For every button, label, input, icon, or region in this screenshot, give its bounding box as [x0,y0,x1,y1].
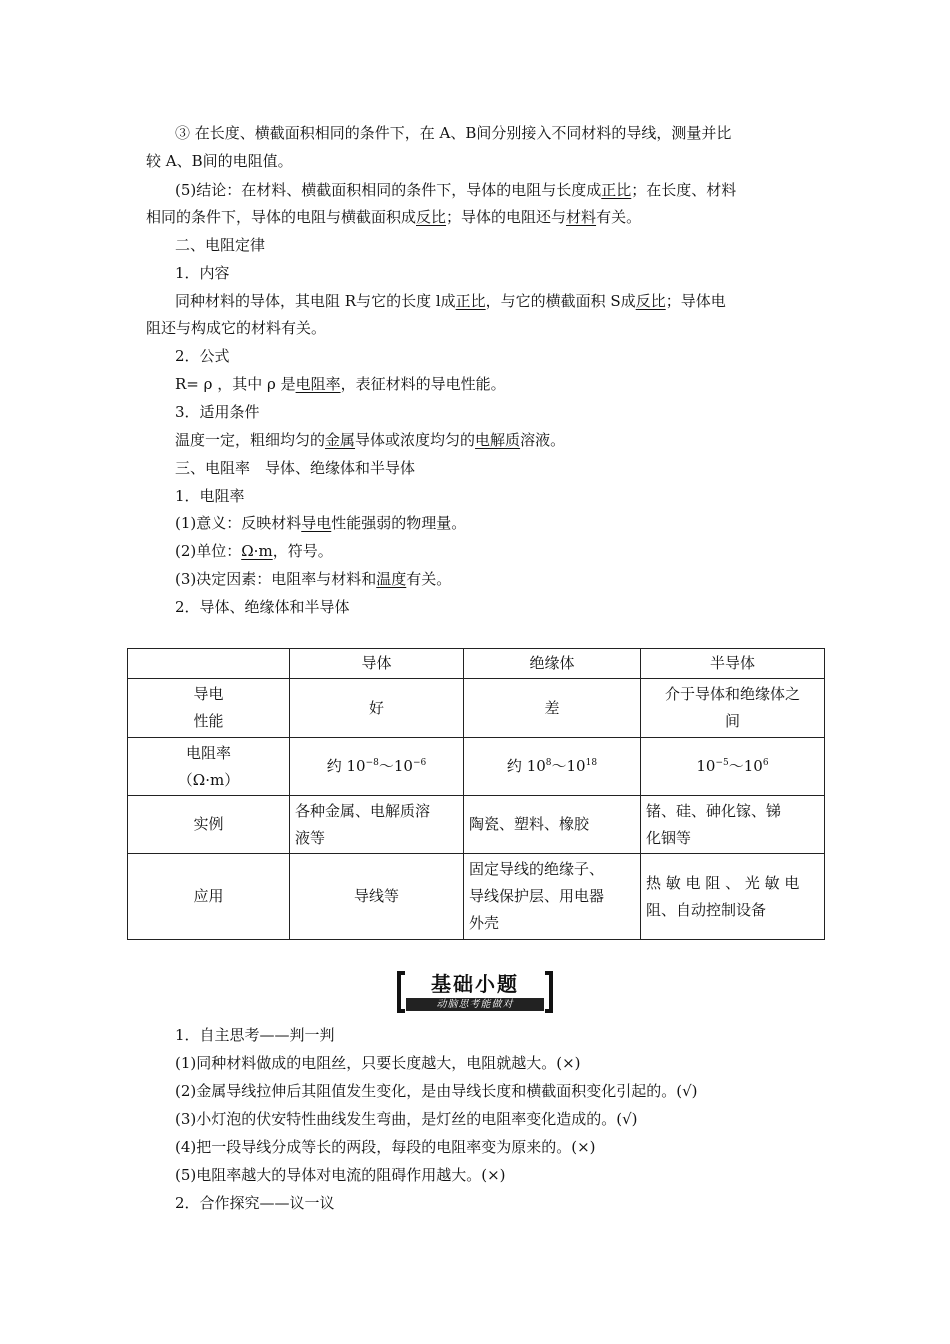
paragraph-experiment-step3-line1: ③ 在长度、横截面积相同的条件下，在 A、B间分别接入不同材料的导线，测量并比 [175,124,732,142]
text: 相同的条件下，导体的电阻与横截面积成 [146,208,417,226]
text: ，符号。 [272,542,333,560]
resistivity-factors [175,569,451,589]
row-label-line: 导电 [193,685,224,703]
subheading-content: 1．内容 [175,264,230,282]
text: (5)结论：在材料、横截面积相同的条件下，导体的电阻与长度成 [175,181,602,199]
subheading-material-types: 2．导体、绝缘体和半导体 [175,598,350,616]
underlined-answer: 金属 [325,431,356,449]
underlined-answer: 反比 [635,292,666,310]
basic-exercises-badge [397,971,553,1013]
text: ，表征材料的导电性能。 [340,375,506,393]
exponent: −8 [365,758,379,768]
cell-line: 液等 [295,828,326,847]
table-cell: 陶瓷、塑料、橡胶 [464,796,641,854]
section-heading-resistance-law: 二、电阻定律 [175,236,266,254]
text: (1)意义：反映材料 [175,514,302,532]
subheading-formula: 2．公式 [175,347,230,365]
row-label: 应用 [128,854,290,940]
underlined-answer: 电阻率 [295,375,341,393]
cell-line: 间 [724,712,740,730]
table-cell [641,679,825,738]
text: ；导体的电阻还与 [446,208,567,226]
paragraph-experiment-step3-line2: 较 A、B间的电阻值。 [146,152,293,170]
text: ；导体电 [665,292,726,310]
row-label: 实例 [128,796,290,854]
subheading-conditions: 3．适用条件 [175,403,260,421]
underlined-answer: 导电 [301,514,332,532]
text: (2)单位： [175,542,242,560]
text: R= ρ ，其中 ρ 是 [175,375,296,393]
text: 有关。 [596,208,642,226]
text: 温度一定，粗细均匀的 [175,431,326,449]
badge-title: 基础小题 [431,972,519,996]
text: 约 10 [326,757,366,775]
paragraph-conclusion-line2 [146,207,641,227]
table-row [128,796,825,854]
text: 有关。 [406,570,452,588]
table-cell [464,738,641,796]
table-row [128,679,825,738]
cell-line: 锗、硅、砷化镓、锑 [646,801,782,820]
row-label-line: （Ω·m） [177,770,240,789]
text: ；在长度、材料 [631,181,737,199]
cell-line: 固定导线的绝缘子、 [469,860,605,878]
underlined-answer: Ω·m [241,542,273,560]
table-cell [290,796,464,854]
cell-line: 导线保护层、用电器 [469,887,605,905]
table-header-row [128,649,825,679]
underlined-answer: 正比 [455,292,486,310]
text: (3)决定因素：电阻率与材料和 [175,570,377,588]
section-heading-resistivity: 三、电阻率 导体、绝缘体和半导体 [175,459,416,477]
text: ～10 [551,757,586,775]
cell-line: 外壳 [469,914,500,932]
row-label [128,679,290,738]
text: 10 [696,757,716,775]
exercise-item: (1)同种材料做成的电阻丝，只要长度越大，电阻就越大。(×) [175,1054,581,1072]
paragraph-law-line1 [175,291,726,311]
text: ～10 [728,757,763,775]
table-header-cell: 半导体 [641,649,825,679]
row-label-line: 电阻率 [185,743,231,762]
exercise-item: (3)小灯泡的伏安特性曲线发生弯曲，是灯丝的电阻率变化造成的。(√) [175,1110,638,1128]
exercise-heading-self-study: 1．自主思考——判一判 [175,1026,335,1044]
table-cell [641,796,825,854]
underlined-answer: 正比 [601,181,632,199]
table-row [128,854,825,940]
exponent: −5 [715,758,729,768]
cell-line: 热 敏 电 阻 、 光 敏 电 [646,873,800,892]
text: 溶液。 [520,431,566,449]
exercise-item: (5)电阻率越大的导体对电流的阻碍作用越大。(×) [175,1166,506,1184]
text: 导体或浓度均匀的 [355,431,476,449]
conditions-line [175,430,565,450]
text: 同种材料的导体，其电阻 R与它的长度 l成 [175,292,456,310]
cell-line: 化铟等 [646,828,692,847]
exponent: 18 [585,758,598,768]
table-cell: 导线等 [290,854,464,940]
exercise-item: (4)把一段导线分成等长的两段，每段的电阻率变为原来的。(×) [175,1138,596,1156]
underlined-answer: 电解质 [475,431,521,449]
paragraph-law-line2: 阻还与构成它的材料有关。 [146,319,327,337]
cell-line: 阻、自动控制设备 [646,900,767,919]
table-cell: 好 [290,679,464,738]
text: ～10 [378,757,413,775]
resistivity-unit [175,541,333,561]
underlined-answer: 反比 [416,208,447,226]
table-header-cell [128,649,290,679]
exercise-heading-cooperation: 2．合作探究——议一议 [175,1194,335,1212]
exponent: 6 [762,758,769,768]
materials-comparison-table [127,648,825,940]
table-cell [641,738,825,796]
resistivity-meaning [175,513,466,533]
table-row [128,738,825,796]
exponent: 8 [545,758,552,768]
table-header-cell: 导体 [290,649,464,679]
underlined-answer: 温度 [376,570,407,588]
table-cell: 差 [464,679,641,738]
cell-line: 各种金属、电解质溶 [295,801,431,820]
table-cell [464,854,641,940]
subheading-resistivity: 1．电阻率 [175,487,245,505]
row-label [128,738,290,796]
table-header-cell: 绝缘体 [464,649,641,679]
row-label-line: 性能 [193,712,224,730]
underlined-answer: 材料 [566,208,597,226]
exercise-item: (2)金属导线拉伸后其阻值发生变化，是由导线长度和横截面积变化引起的。(√) [175,1082,698,1100]
text: 约 10 [506,757,546,775]
text: 性能强弱的物理量。 [331,514,467,532]
text: ，与它的横截面积 S成 [485,292,636,310]
paragraph-conclusion-line1 [175,180,736,200]
table-cell [641,854,825,940]
badge-subtitle: 动脑思考能做对 [406,998,544,1011]
table-cell [290,738,464,796]
exponent: −6 [412,758,427,768]
formula-line [175,374,506,394]
cell-line: 介于导体和绝缘体之 [664,685,800,703]
